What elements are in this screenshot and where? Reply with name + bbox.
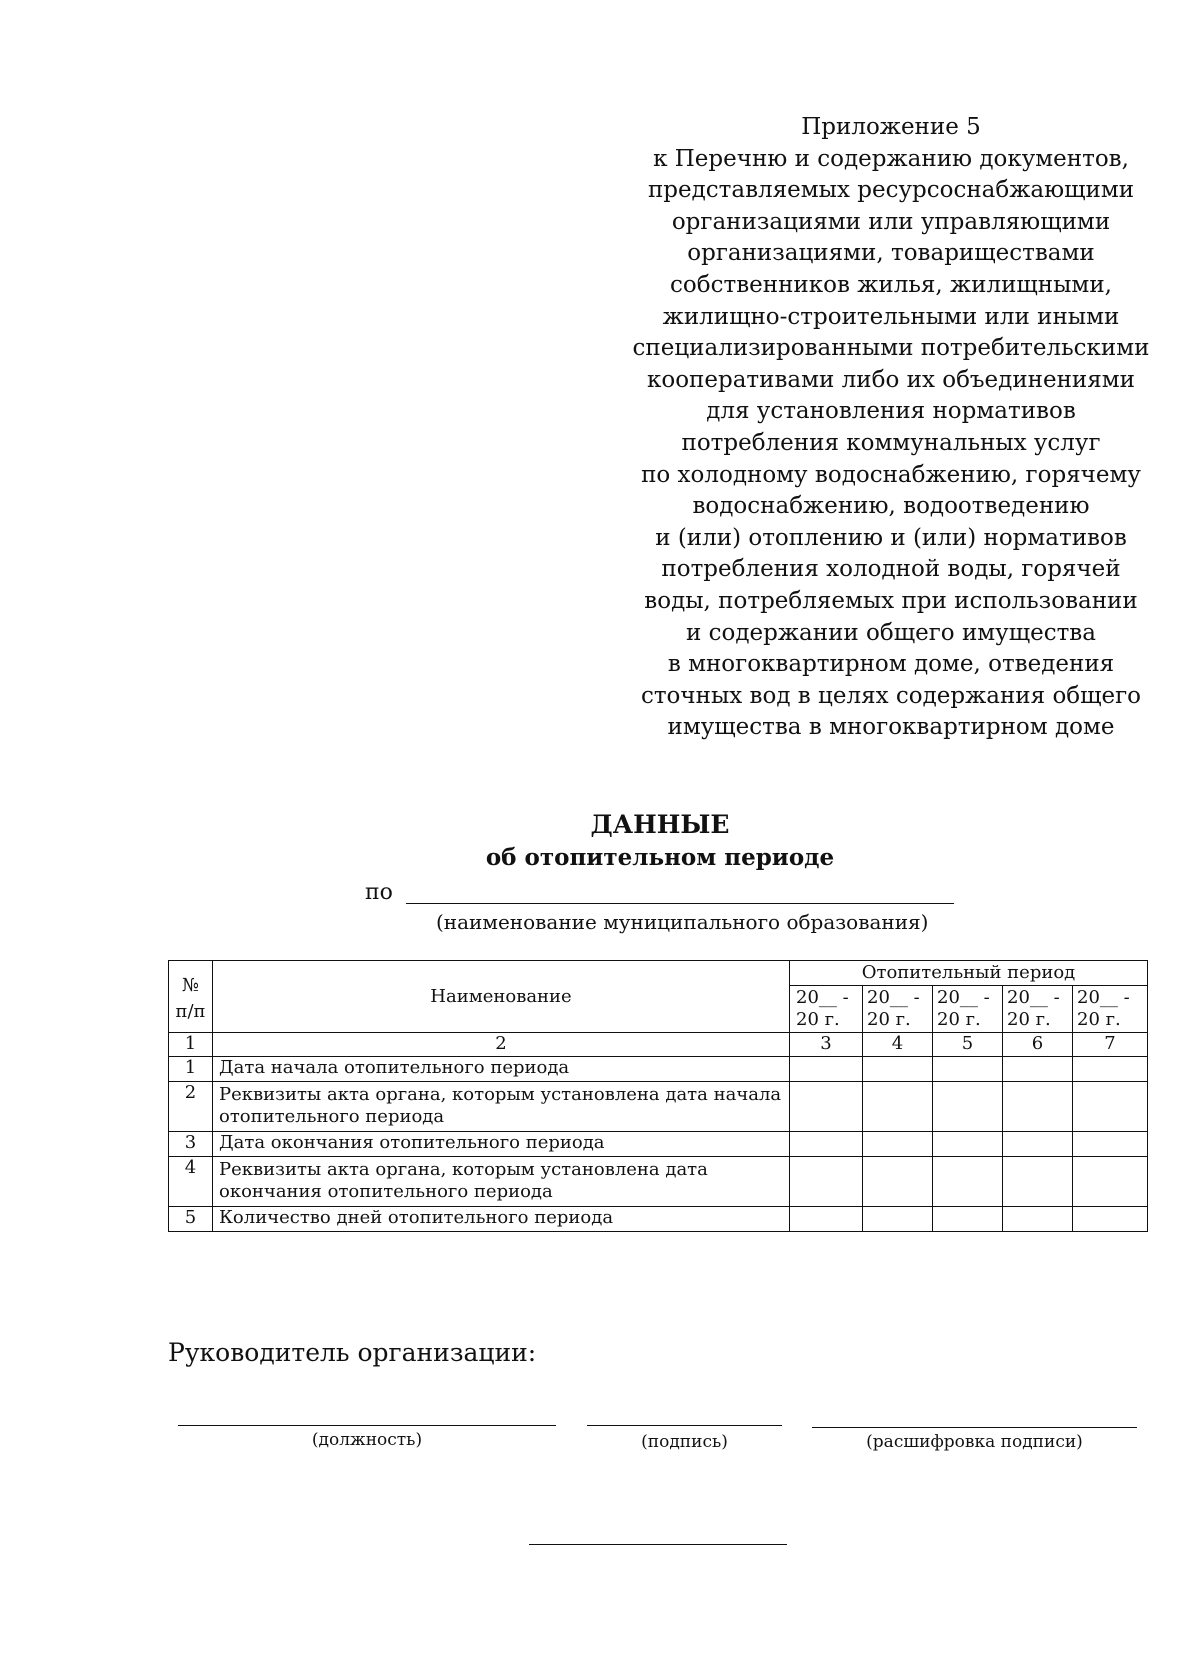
table-row (169, 1082, 1148, 1132)
year-top: 20__ - (1077, 987, 1130, 1008)
annex-line: водоснабжению, водоотведению (692, 493, 1090, 520)
document-subtitle: об отопительном периоде (485, 844, 835, 871)
header-period (790, 961, 1148, 986)
annex-line: сточных вод в целях содержания общего (640, 682, 1142, 709)
annex-line: по холодному водоснабжению, горячему (641, 461, 1141, 488)
heating-period-table (168, 960, 1148, 1232)
annex-line: представляемых ресурсоснабжающими (647, 177, 1135, 204)
header-name (213, 961, 790, 1033)
year-top: 20__ - (1007, 987, 1060, 1008)
value-cell[interactable] (933, 1057, 1003, 1082)
year-top: 20__ - (867, 987, 920, 1008)
row-num: 5 (169, 1207, 213, 1232)
value-cell[interactable] (863, 1207, 933, 1232)
value-cell[interactable] (1073, 1132, 1148, 1157)
annex-line: имущества в многоквартирном доме (667, 714, 1115, 741)
col-number: 7 (1073, 1033, 1148, 1057)
value-cell[interactable] (1003, 1157, 1073, 1207)
col-number: 2 (213, 1033, 790, 1057)
year-bottom: 20 г. (937, 1009, 981, 1030)
annex-line: и (или) отоплению и (или) нормативов (655, 524, 1127, 551)
decoding-fill-line[interactable] (812, 1427, 1137, 1428)
year-cell-1 (790, 986, 863, 1033)
value-cell[interactable] (790, 1057, 863, 1082)
annex-line: и содержании общего имущества (686, 619, 1096, 646)
header-num (169, 961, 213, 1033)
annex-line: потребления коммунальных услуг (681, 429, 1101, 456)
row-num: 4 (169, 1157, 213, 1207)
value-cell[interactable] (1073, 1082, 1148, 1132)
decoding-caption: (расшифровка подписи) (866, 1432, 1083, 1452)
table-row (169, 1157, 1148, 1207)
year-bottom: 20 г. (1007, 1009, 1051, 1030)
row-num: 2 (169, 1082, 213, 1132)
annex-line: жилищно-строительными или иными (662, 303, 1120, 330)
value-cell[interactable] (863, 1132, 933, 1157)
value-cell[interactable] (790, 1132, 863, 1157)
col-number: 5 (933, 1033, 1003, 1057)
value-cell[interactable] (790, 1082, 863, 1132)
value-cell[interactable] (863, 1082, 933, 1132)
value-cell[interactable] (933, 1132, 1003, 1157)
year-cell-4 (1003, 986, 1073, 1033)
annex-line: в многоквартирном доме, отведения (667, 651, 1115, 678)
row-name: Дата начала отопительного периода (213, 1057, 790, 1082)
year-bottom: 20 г. (867, 1009, 911, 1030)
col-number: 1 (169, 1033, 213, 1057)
year-cell-2 (863, 986, 933, 1033)
row-name: Реквизиты акта органа, которым установлена дата начала отопительного периода (213, 1082, 790, 1132)
value-cell[interactable] (790, 1207, 863, 1232)
year-bottom: 20 г. (1077, 1009, 1121, 1030)
row-num: 3 (169, 1132, 213, 1157)
value-cell[interactable] (863, 1157, 933, 1207)
municipality-caption: (наименование муниципального образования) (436, 910, 929, 934)
col-number: 3 (790, 1033, 863, 1057)
position-caption: (должность) (311, 1430, 423, 1450)
value-cell[interactable] (1003, 1082, 1073, 1132)
year-top: 20__ - (937, 987, 990, 1008)
value-cell[interactable] (933, 1207, 1003, 1232)
value-cell[interactable] (1003, 1207, 1073, 1232)
value-cell[interactable] (1073, 1157, 1148, 1207)
position-fill-line[interactable] (178, 1425, 556, 1426)
annex-line: Приложение 5 (801, 114, 981, 140)
header-num-label: № п/п (175, 975, 206, 1022)
annex-line: собственников жилья, жилищными, (670, 271, 1112, 298)
row-name: Дата окончания отопительного периода (213, 1132, 790, 1157)
value-cell[interactable] (933, 1157, 1003, 1207)
value-cell[interactable] (933, 1082, 1003, 1132)
year-top: 20__ - (796, 987, 849, 1008)
row-num: 1 (169, 1057, 213, 1082)
annex-line: к Перечню и содержанию документов, (653, 145, 1129, 172)
signature-heading: Руководитель организации: (168, 1338, 537, 1367)
table-row (169, 1057, 1148, 1082)
value-cell[interactable] (1073, 1057, 1148, 1082)
municipality-fill-line[interactable] (406, 903, 954, 904)
row-name: Реквизиты акта органа, которым установлена дата окончания отопительного периода (213, 1157, 790, 1207)
annex-line: специализированными потребительскими (632, 335, 1150, 362)
annex-line: потребления холодной воды, горячей (661, 556, 1121, 583)
year-bottom: 20 г. (796, 1009, 840, 1030)
value-cell[interactable] (1003, 1057, 1073, 1082)
annex-line: воды, потребляемых при использовании (644, 587, 1138, 614)
value-cell[interactable] (1003, 1132, 1073, 1157)
bottom-line (529, 1544, 787, 1545)
column-numbers-row (169, 1033, 1148, 1057)
signature-fill-line[interactable] (587, 1425, 782, 1426)
row-name: Количество дней отопительного периода (213, 1207, 790, 1232)
col-number: 4 (863, 1033, 933, 1057)
document-title: ДАННЫЕ (590, 810, 730, 839)
signature-caption: (подпись) (641, 1432, 728, 1452)
value-cell[interactable] (790, 1157, 863, 1207)
municipality-prefix: по (365, 880, 393, 905)
annex-line: кооперативами либо их объединениями (646, 366, 1135, 393)
header-period-label: Отопительный период (861, 962, 1076, 983)
year-cell-5 (1073, 986, 1148, 1033)
annex-line: организациями или управляющими (671, 208, 1111, 235)
annex-line: для установления нормативов (706, 398, 1076, 425)
annex-header (620, 112, 1162, 744)
value-cell[interactable] (863, 1057, 933, 1082)
col-number: 6 (1003, 1033, 1073, 1057)
table-row (169, 1207, 1148, 1232)
table-row (169, 1132, 1148, 1157)
annex-line: организациями, товариществами (687, 240, 1095, 267)
year-cell-3 (933, 986, 1003, 1033)
header-name-label: Наименование (430, 985, 572, 1007)
value-cell[interactable] (1073, 1207, 1148, 1232)
